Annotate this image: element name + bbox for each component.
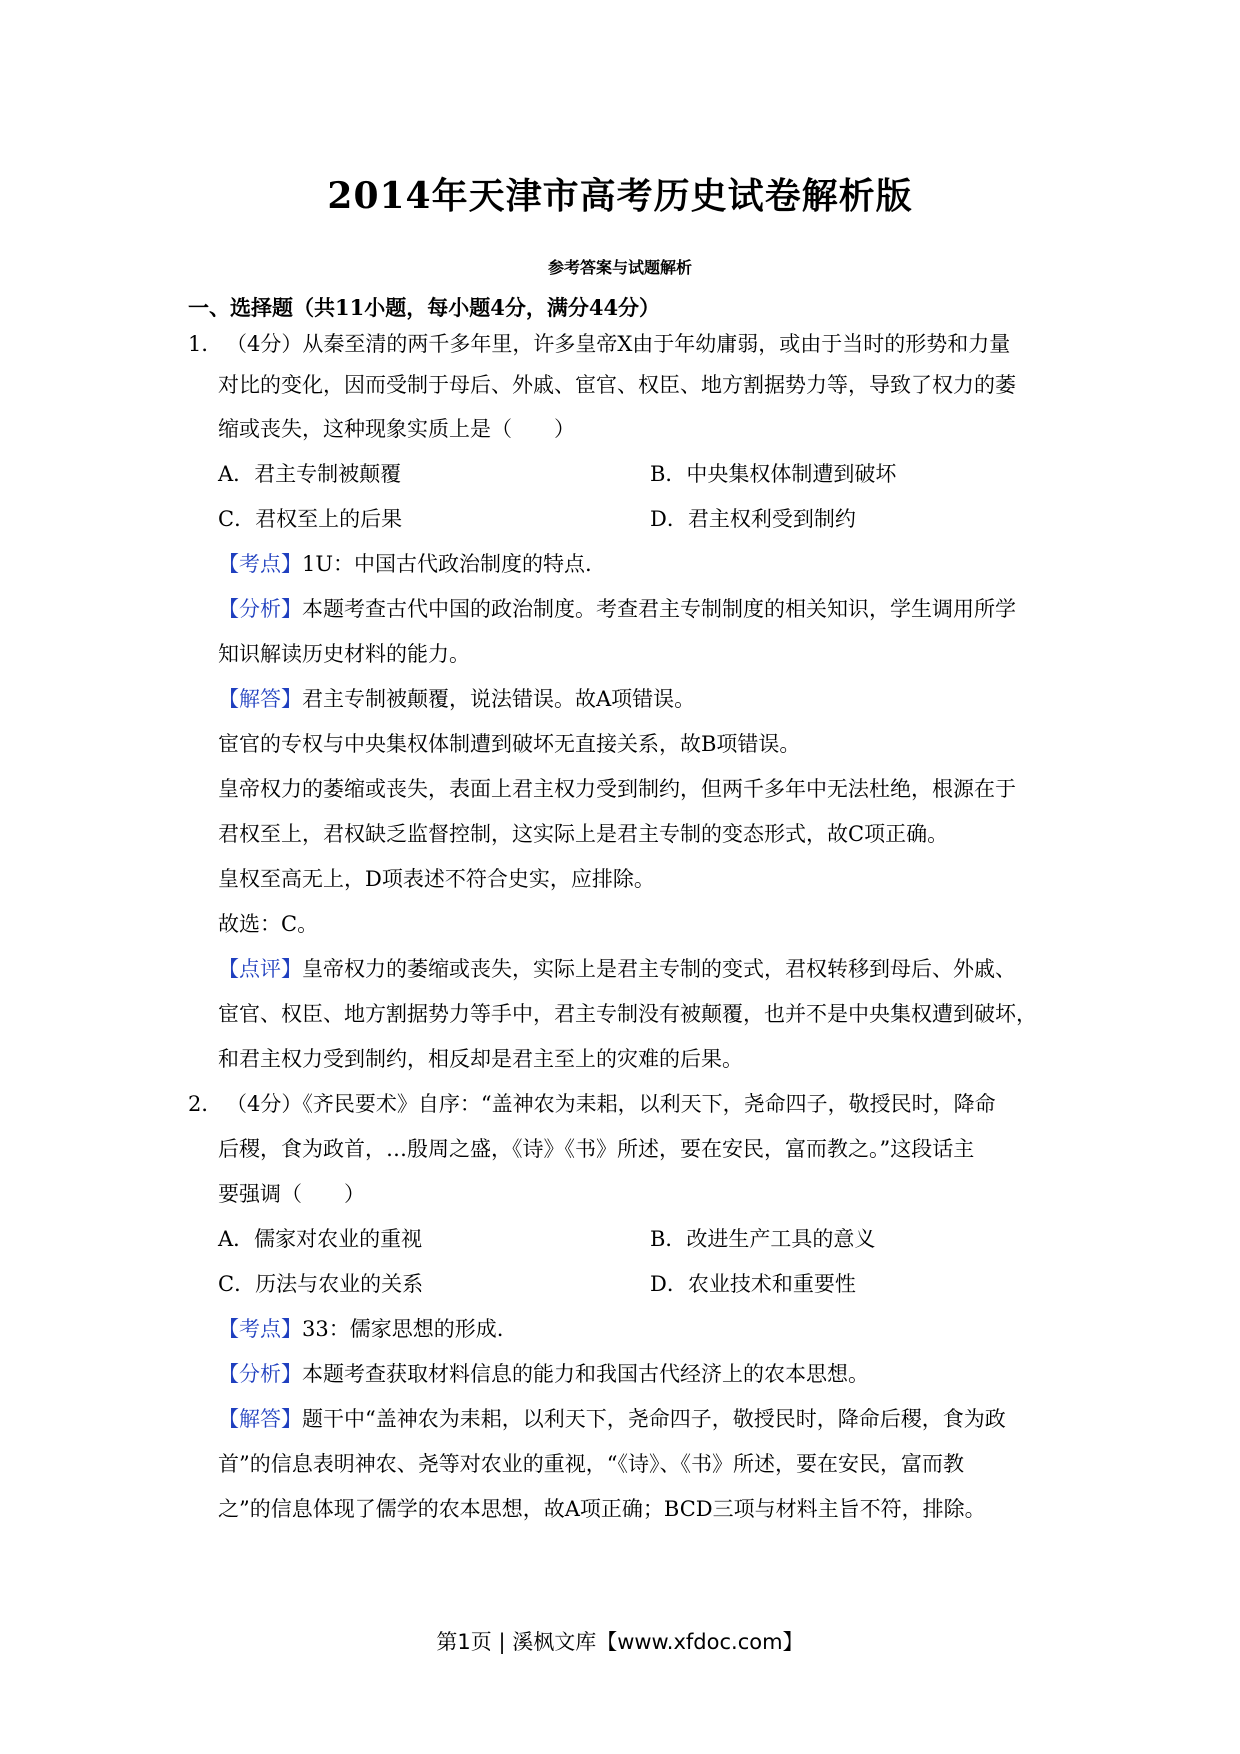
jieda-text: 故选：C。 [218, 912, 319, 936]
jieda-text: 宦官的专权与中央集权体制遭到破坏无直接关系，故B项错误。 [218, 732, 801, 756]
kaodian-line [218, 1315, 503, 1343]
option-c: C．历法与农业的关系 [218, 1272, 424, 1296]
option-b: B．中央集权体制遭到破坏 [650, 462, 897, 486]
dianping-line [218, 955, 1016, 983]
jieda-text: 君权至上，君权缺乏监督控制，这实际上是君主专制的变态形式，故C项正确。 [218, 822, 949, 846]
kaodian-tag: 【考点】 [218, 552, 302, 576]
jieda-text: 皇权至高无上，D项表述不符合史实，应排除。 [218, 867, 655, 891]
jieda-tag: 【解答】 [218, 1407, 302, 1431]
jieda-line [218, 685, 695, 713]
dianping-text: 和君主权力受到制约，相反却是君主至上的灾难的后果。 [218, 1047, 743, 1071]
jieda-line [218, 1405, 1006, 1433]
question-stem-line: （4分）《齐民要术》自序：“盖神农为耒耜，以利天下，尧命四子，敬授民时，降命 [226, 1092, 996, 1116]
jieda-text: 首”的信息表明神农、尧等对农业的重视，“《诗》、《书》所述，要在安民，富而教 [218, 1452, 964, 1476]
question-stem-line: （4分）从秦至清的两千多年里，许多皇帝X由于年幼庸弱，或由于当时的形势和力量 [226, 332, 1011, 356]
jieda-tag: 【解答】 [218, 687, 302, 711]
kaodian-text: 33：儒家思想的形成. [302, 1317, 504, 1341]
fenxi-text: 本题考查获取材料信息的能力和我国古代经济上的农本思想。 [302, 1362, 869, 1386]
option-c: C．君权至上的后果 [218, 507, 403, 531]
question-stem-line: 对比的变化，因而受制于母后、外戚、宦官、权臣、地方割据势力等，导致了权力的萎 [218, 373, 1016, 397]
question-stem-line: 要强调（ ） [218, 1182, 365, 1206]
jieda-text: 君主专制被颠覆，说法错误。故A项错误。 [302, 687, 696, 711]
question-number: 1． [188, 332, 223, 356]
question-stem-line: 缩或丧失，这种现象实质上是（ ） [218, 417, 575, 441]
page-subtitle: 参考答案与试题解析 [547, 258, 692, 277]
kaodian-tag: 【考点】 [218, 1317, 302, 1341]
jieda-text: 皇帝权力的萎缩或丧失，表面上君主权力受到制约，但两千多年中无法杜绝，根源在于 [218, 777, 1016, 801]
question-number: 2． [188, 1092, 223, 1116]
page-footer: 第1页 | 溪枫文库【www.xfdoc.com】 [436, 1630, 804, 1654]
question-stem-line: 后稷，食为政首，…殷周之盛，《诗》《书》所述，要在安民，富而教之。”这段话主 [218, 1137, 975, 1161]
option-d: D．君主权利受到制约 [650, 507, 856, 531]
page-title: 2014年天津市高考历史试卷解析版 [327, 175, 913, 217]
fenxi-line [218, 1360, 869, 1388]
dianping-text: 宦官、权臣、地方割据势力等手中，君主专制没有被颠覆，也并不是中央集权遭到破坏， [218, 1002, 1037, 1026]
dianping-tag: 【点评】 [218, 957, 302, 981]
kaodian-text: 1U：中国古代政治制度的特点. [302, 552, 592, 576]
jieda-text: 之”的信息体现了儒学的农本思想，故A项正确；BCD三项与材料主旨不符，排除。 [218, 1497, 986, 1521]
fenxi-tag: 【分析】 [218, 1362, 302, 1386]
option-d: D．农业技术和重要性 [650, 1272, 856, 1296]
fenxi-tag: 【分析】 [218, 597, 302, 621]
fenxi-line [218, 595, 1016, 623]
fenxi-text: 本题考查古代中国的政治制度。考查君主专制制度的相关知识，学生调用所学 [302, 597, 1016, 621]
section-heading: 一、选择题（共11小题，每小题4分，满分44分） [188, 295, 661, 320]
jieda-text: 题干中“盖神农为耒耜，以利天下，尧命四子，敬授民时，降命后稷，食为政 [302, 1407, 1006, 1431]
dianping-text: 皇帝权力的萎缩或丧失，实际上是君主专制的变式，君权转移到母后、外戚、 [302, 957, 1016, 981]
option-a: A．儒家对农业的重视 [218, 1227, 423, 1251]
option-a: A．君主专制被颠覆 [218, 462, 402, 486]
option-b: B．改进生产工具的意义 [650, 1227, 876, 1251]
fenxi-text: 知识解读历史材料的能力。 [218, 642, 470, 666]
kaodian-line [218, 550, 592, 578]
